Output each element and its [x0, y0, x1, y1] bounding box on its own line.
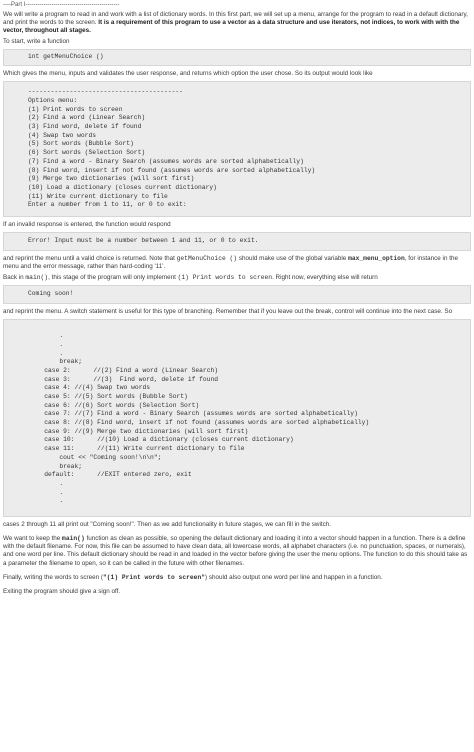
code-line: case 5: //(5) Sort words (Bubble Sort) — [14, 393, 188, 401]
print-words-inline-code: (1) Print words to screen — [177, 274, 273, 282]
menu-line: (5) Sort words (Bubble Sort) — [28, 140, 134, 148]
main-text-b: function as clean as possible, so opening the default dictionary and loading it into a vector should happen in a function. There is a define with the default filename. For now, this file can be assumed to have clean data, all lowercase words, all alphabet characters (i.e. no punctuation, spaces, or numerals), and one word per line. This default dictionary should be read in and loaded in the vector before giving the user the menu options. The function to do this should take as a parameter the filename to open, so it can be called in the future with other filenames. — [3, 535, 468, 567]
function-signature-code: int getMenuChoice () — [3, 49, 471, 66]
cases-paragraph: cases 2 through 11 all print out "Coming soon!". Then as we add functionality in future stages, we can fill in the switch. — [3, 520, 332, 528]
intro-requirement: It is a requirement of this program to use a vector as a data structure and use iterators, not indices, to work with with the vector, throughout all stages. — [3, 18, 460, 35]
final-paragraph — [3, 574, 471, 582]
code-line: case 3: //(3) Find word, delete if found — [14, 375, 219, 383]
getmenuchoice-inline-code: getMenuChoice () — [176, 254, 238, 262]
code-line: . — [14, 479, 64, 487]
code-line: case 9: //(9) Merge two dictionaries (will sort first) — [14, 427, 249, 435]
menu-line: Enter a number from 1 to 11, or 0 to exit: — [28, 201, 187, 209]
code-line: . — [14, 340, 64, 348]
final-text-b: ) should also output one word per line and happen in a function. — [205, 573, 383, 581]
menu-line: (10) Load a dictionary (closes current dictionary) — [28, 183, 217, 191]
back-text-b: , this stage of the program will only implement — [48, 274, 176, 282]
exit-paragraph: Exiting the program should give a sign off. — [3, 587, 121, 595]
code-line: case 8: //(8) Find word, insert if not found (assumes words are sorted alphabetically) — [14, 419, 370, 427]
intro-paragraph — [3, 11, 471, 36]
switch-statement-code — [3, 319, 471, 517]
reprint-paragraph — [3, 255, 471, 271]
menu-line: (4) Swap two words — [28, 131, 97, 139]
code-line: case 6: //(6) Sort words (Selection Sort) — [14, 401, 200, 409]
coming-soon-code: Coming soon! — [3, 285, 471, 304]
reprint-text-b: should make use of the global variable — [238, 254, 347, 262]
menu-line: (3) Find word, delete if found — [28, 123, 142, 131]
reprint-text-c: , for instance in the menu and the error message, rather than hard-coding '11'. — [3, 254, 458, 270]
code-line: case 4: //(4) Swap two words — [14, 384, 151, 392]
code-line: . — [14, 497, 64, 505]
error-message-code: Error! Input must be a number between 1 and 11, or 0 to exit. — [3, 232, 471, 251]
part-header: ----Part I----------------------------------------------- — [3, 2, 120, 8]
final-text-a: Finally, writing the words to screen ( — [3, 573, 103, 581]
invalid-paragraph: If an invalid response is entered, the function would respond — [3, 220, 171, 228]
switch-paragraph: and reprint the menu. A switch statement is useful for this type of branching. Remember that if you leave out the break, control will continue into the next case. So — [3, 308, 453, 316]
menu-line: (1) Print words to screen — [28, 105, 123, 113]
main-inline-code-2: main() — [62, 535, 85, 543]
menu-line: (2) Find a word (Linear Search) — [28, 114, 146, 122]
menu-line: Options menu: — [28, 97, 78, 105]
back-in-main-paragraph — [3, 274, 471, 282]
code-line: default: //EXIT entered zero, exit — [14, 471, 192, 479]
start-paragraph: To start, write a function — [3, 38, 70, 46]
back-text-a: Back in — [3, 274, 24, 282]
menu-line: ----------------------------------------- — [28, 88, 183, 96]
menu-line: (6) Sort words (Selection Sort) — [28, 149, 146, 157]
code-line: case 11: //(11) Write current dictionary to file — [14, 445, 245, 453]
code-line: . — [14, 488, 64, 496]
code-line: break; — [14, 358, 83, 366]
menu-line: (8) Find word, insert if not found (assumes words are sorted alphabetically) — [28, 166, 316, 174]
intro-text: We will write a program to read in and work with a list of dictionary words. In this first part, we will set up a menu, arrange for the program to read in a default dictionary, and print the words to the screen. — [3, 10, 468, 26]
main-clean-paragraph — [3, 535, 471, 568]
back-text-c: . Right now, everything else will return — [272, 274, 378, 282]
menu-intro-paragraph: Which gives the menu, inputs and validates the user response, and returns which option the user chose. So its output would look like — [3, 70, 373, 78]
main-text-a: We want to keep the — [3, 535, 61, 543]
code-line: case 2: //(2) Find a word (Linear Search) — [14, 366, 219, 374]
main-inline-code: main() — [25, 274, 49, 282]
code-line: cout << "Coming soon!\n\n"; — [14, 453, 162, 461]
code-line: break; — [14, 462, 83, 470]
menu-line: (9) Merge two dictionaries (will sort first) — [28, 175, 195, 183]
max-menu-option-inline-code: max_menu_option — [348, 254, 405, 262]
print-words-inline-code-2: "(1) Print words to screen" — [102, 573, 206, 581]
menu-output-code — [3, 81, 471, 217]
code-line: case 7: //(7) Find a word - Binary Search (assumes words are sorted alphabetically) — [14, 410, 358, 418]
menu-line: (7) Find a word - Binary Search (assumes words are sorted alphabetically) — [28, 157, 304, 165]
code-line: . — [14, 349, 64, 357]
menu-line: (11) Write current dictionary to file — [28, 192, 168, 200]
code-line: . — [14, 332, 64, 340]
reprint-text-a: and reprint the menu until a valid choice is returned. Note that — [3, 254, 175, 262]
code-line: case 10: //(10) Load a dictionary (closes current dictionary) — [14, 436, 294, 444]
